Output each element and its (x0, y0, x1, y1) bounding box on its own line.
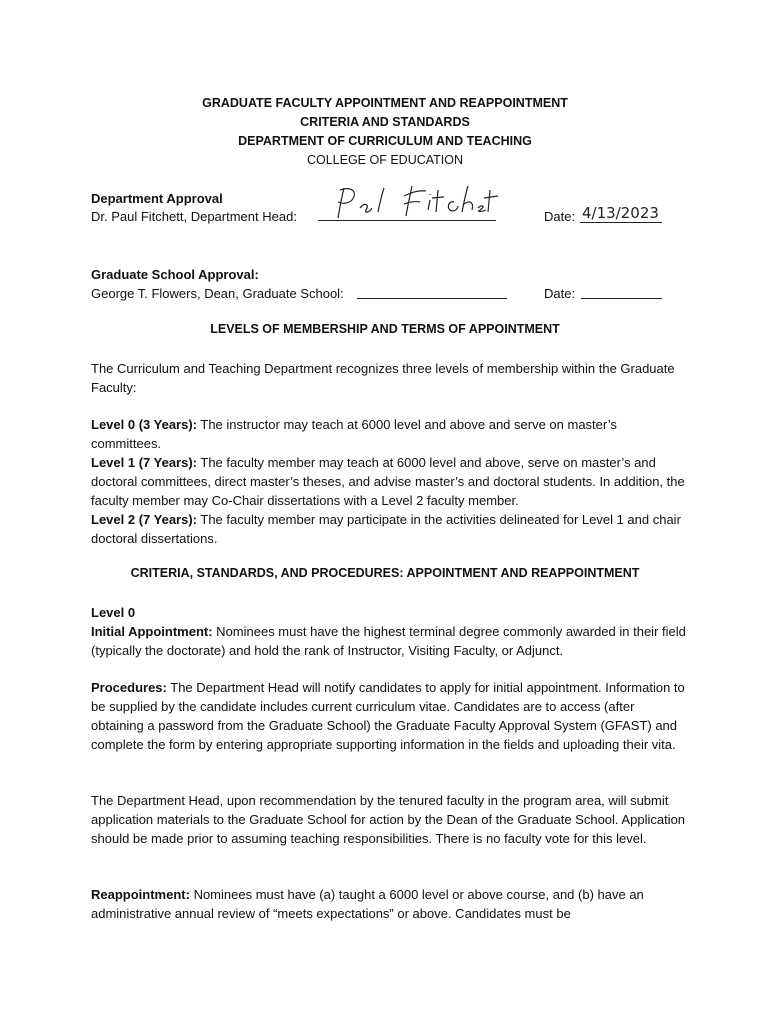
procedures-paragraph (91, 678, 686, 754)
reappointment-label: Reappointment: (91, 887, 190, 902)
level-0-description (91, 415, 686, 453)
dean-label: George T. Flowers, Dean, Graduate School: (91, 286, 344, 301)
graduate-date-line (581, 298, 662, 299)
department-date-line (580, 222, 662, 223)
level-1-description (91, 453, 686, 510)
department-approval-title: Department Approval (91, 191, 223, 206)
dean-signature-line (357, 298, 507, 299)
initial-appointment-text: Nominees must have the highest terminal degree commonly awarded in their field (typically the doctorate) and hold the rank of Instructor, Visiting Faculty, or Adjunct. (91, 624, 686, 658)
level-2-text: The faculty member may participate in the activities delineated for Level 1 and chair doctoral dissertations. (91, 512, 681, 546)
level-1-label: Level 1 (7 Years): (91, 455, 197, 470)
level-0-label: Level 0 (3 Years): (91, 417, 197, 432)
graduate-approval-heading (91, 265, 686, 284)
levels-intro: The Curriculum and Teaching Department recognizes three levels of membership within the Graduate Faculty: (91, 361, 675, 395)
header-department: DEPARTMENT OF CURRICULUM AND TEACHING (238, 134, 532, 148)
department-head-paragraph: The Department Head, upon recommendation by the tenured faculty in the program area, will submit application materials to the Graduate School for action by the Dean of the Graduate School. Application should be made prior to assuming teaching responsibilities. There is no faculty vote for this level. (91, 793, 686, 846)
document-header (0, 94, 770, 170)
department-head-label: Dr. Paul Fitchett, Department Head: (91, 209, 297, 224)
graduate-approval-title: Graduate School Approval: (91, 267, 259, 282)
levels-heading: LEVELS OF MEMBERSHIP AND TERMS OF APPOINTMENT (210, 322, 560, 336)
level-2-description (91, 510, 686, 548)
department-head-signature (330, 182, 500, 226)
level-0-heading (91, 603, 686, 622)
procedures-label: Procedures: (91, 680, 167, 695)
reappointment-text: Nominees must have (a) taught a 6000 level or above course, and (b) have an administrative annual review of “meets expectations” or above. Candidates must be (91, 887, 644, 921)
department-date-label: Date: (544, 209, 576, 224)
department-date-value: 4/13/2023 (582, 204, 659, 222)
level-2-label: Level 2 (7 Years): (91, 512, 197, 527)
procedures-text: The Department Head will notify candidates to apply for initial appointment. Information to be supplied by the candidate includes current curriculum vitae. Candidates are to access (after obtaining a password from the Graduate School) the Graduate Faculty Approval System (GFAST) and complete the form by entering appropriate supporting information in the fields and uploading their vita. (91, 680, 685, 752)
header-college: COLLEGE OF EDUCATION (306, 153, 464, 167)
level-1-text: The faculty member may teach at 6000 level and above, serve on master’s and doctoral committees, direct master’s theses, and advise master’s and doctoral students. In addition, the faculty member may Co-Chair dissertations with a Level 2 faculty member. (91, 455, 685, 508)
reappointment-paragraph (91, 885, 686, 923)
level-0-section-title: Level 0 (91, 605, 136, 620)
criteria-heading: CRITERIA, STANDARDS, AND PROCEDURES: APPOINTMENT AND REAPPOINTMENT (130, 566, 640, 580)
header-title: GRADUATE FACULTY APPOINTMENT AND REAPPOINTMENT (202, 96, 568, 110)
initial-appointment-label: Initial Appointment: (91, 624, 213, 639)
header-subtitle: CRITERIA AND STANDARDS (300, 115, 470, 129)
initial-appointment-paragraph (91, 622, 686, 660)
level-0-text: The instructor may teach at 6000 level and above and serve on master’s committees. (91, 417, 617, 451)
graduate-date-label: Date: (544, 286, 576, 301)
